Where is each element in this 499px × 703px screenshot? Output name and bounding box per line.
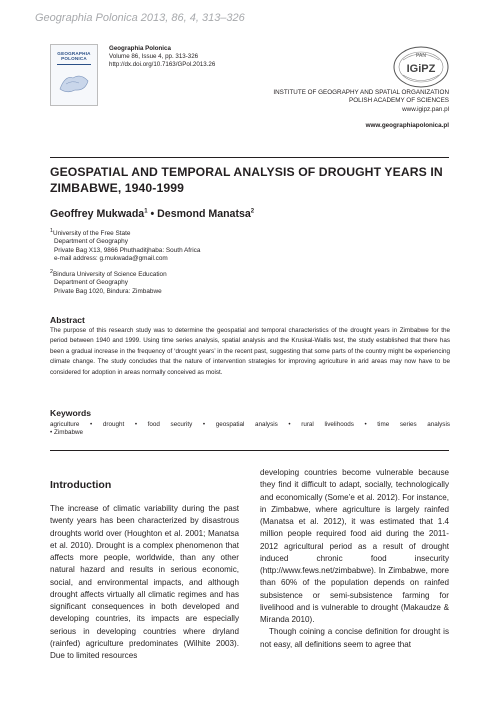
author-separator: •: [147, 208, 158, 220]
author-name: Desmond Manatsa: [157, 208, 251, 220]
affiliation-2: [50, 268, 167, 296]
journal-name: Geographia Polonica: [109, 45, 171, 52]
paragraph: Though coining a concise definition for drought is not easy, all definitions seem to agree that: [260, 627, 449, 649]
body-column-left: [50, 503, 239, 662]
cover-rule: [57, 64, 91, 65]
journal-info: [109, 45, 215, 70]
author-affiliation-mark: 2: [250, 208, 255, 215]
institute-website[interactable]: www.igipz.pan.pl: [402, 105, 449, 113]
journal-doi[interactable]: http://dx.doi.org/10.7163/GPol.2013.26: [109, 61, 216, 69]
cover-map-graphic: [57, 69, 91, 95]
affiliation-department: Department of Geography: [54, 279, 128, 287]
keywords-line2: • Zimbabwe: [50, 429, 84, 436]
abstract-heading: Abstract: [50, 315, 85, 325]
affiliation-1: [50, 227, 200, 263]
affiliation-department: Department of Geography: [54, 238, 128, 246]
journal-volume: Volume 86, Issue 4, pp. 313-326: [109, 53, 199, 61]
institute-block: [273, 89, 449, 114]
affiliation-mark: 2: [50, 269, 53, 275]
affiliation-email[interactable]: e-mail address: g.mukwada@gmail.com: [54, 255, 168, 263]
abstract-text: The purpose of this research study was to determine the geospatial and temporal characteristics of the drought years in Zimbabwe for the period between 1940 and 1999. Using time series analysis, spatial analysis and the Kruskal-Wallis test, the study established that there has been a gradual increase in the frequency of ‘drought years’ in the recent past, suggesting that some parts of the country might be experiencing climate change. The study concludes that the nature of intervention strategies for improving agriculture in arid areas may now have to be considered for adoption in areas normally conceived as moist.: [50, 327, 450, 376]
affiliation-address: Private Bag 1020, Bindura: Zimbabwe: [54, 287, 162, 295]
affiliation-mark: 1: [50, 228, 53, 234]
affiliation-address: Private Bag X13, 9866 Phuthaditjhaba: South Africa: [54, 246, 201, 254]
keywords-line1: agriculture • drought • food security • geospatial analysis • rural livelihoods • time series analysis: [50, 421, 450, 428]
affiliation-university: University of the Free State: [52, 230, 131, 238]
affiliation-university: Bindura University of Science Education: [52, 271, 167, 279]
running-head: Geographia Polonica 2013, 86, 4, 313–326: [35, 12, 245, 24]
paragraph: The increase of climatic variability during the past twenty years has been characterized by disastrous droughts world over (Houghton et al. 2001; Manatsa et al. 2010). Drought is a complex phenomenon that affects more people, worldwide, than any other natural hazard and results in serious economic, social, and environmental impacts, and although drought affects virtually all climatic regimes and has significant consequences in both developed and developing countries, its impacts are especially serious in developing countries where dryland (rainfed) agriculture predominates (Wilhite 2003). Due to limited resources: [50, 504, 239, 660]
igipz-logo: [391, 44, 451, 90]
academy-name: POLISH ACADEMY OF SCIENCES: [349, 97, 449, 105]
logo-caption: PAN: [416, 53, 426, 59]
journal-website[interactable]: www.geographiapolonica.pl: [365, 122, 449, 129]
article-title-line2: ZIMBABWE, 1940-1999: [50, 180, 184, 195]
cover-title-line1: GEOGRAPHIA: [57, 51, 91, 56]
journal-cover-thumbnail: [50, 44, 98, 106]
authors-line: [50, 208, 254, 220]
article-title: [50, 165, 450, 196]
author-affiliation-mark: 1: [144, 208, 148, 215]
institute-name: INSTITUTE OF GEOGRAPHY AND SPATIAL ORGANIZATION: [273, 89, 449, 96]
cover-title-line2: POLONICA: [61, 56, 87, 61]
paragraph: developing countries become vulnerable because they find it difficult to adapt, socially, technologically and economically (Some’e et al. 2012). For instance, in Zimbabwe, where agriculture is largely rainfed (Manatsa et al. 2012), it was estimated that 1.4 million people required food aid during the 2011-2012 agricultural period as a result of drought induced chronic food insecurity (http://www.fews.net/zimbabwe). In Zimbabwe, more than 60% of the population depends on rainfed subsistence or semi-subsistence farming for livelihood and is vulnerable to drought (Makaudze & Miranda 2010).: [260, 468, 449, 624]
article-title-line1: GEOSPATIAL AND TEMPORAL ANALYSIS OF DROUGHT YEARS IN: [50, 165, 443, 179]
author-name: Geoffrey Mukwada: [50, 208, 145, 220]
introduction-heading: Introduction: [50, 479, 112, 491]
institute-logo-graphic: [391, 44, 451, 90]
logo-letters: IGiPZ: [406, 63, 436, 75]
header-divider: [50, 157, 449, 158]
body-column-right: [260, 467, 449, 651]
keywords-heading: Keywords: [50, 408, 92, 418]
section-divider: [50, 450, 449, 451]
